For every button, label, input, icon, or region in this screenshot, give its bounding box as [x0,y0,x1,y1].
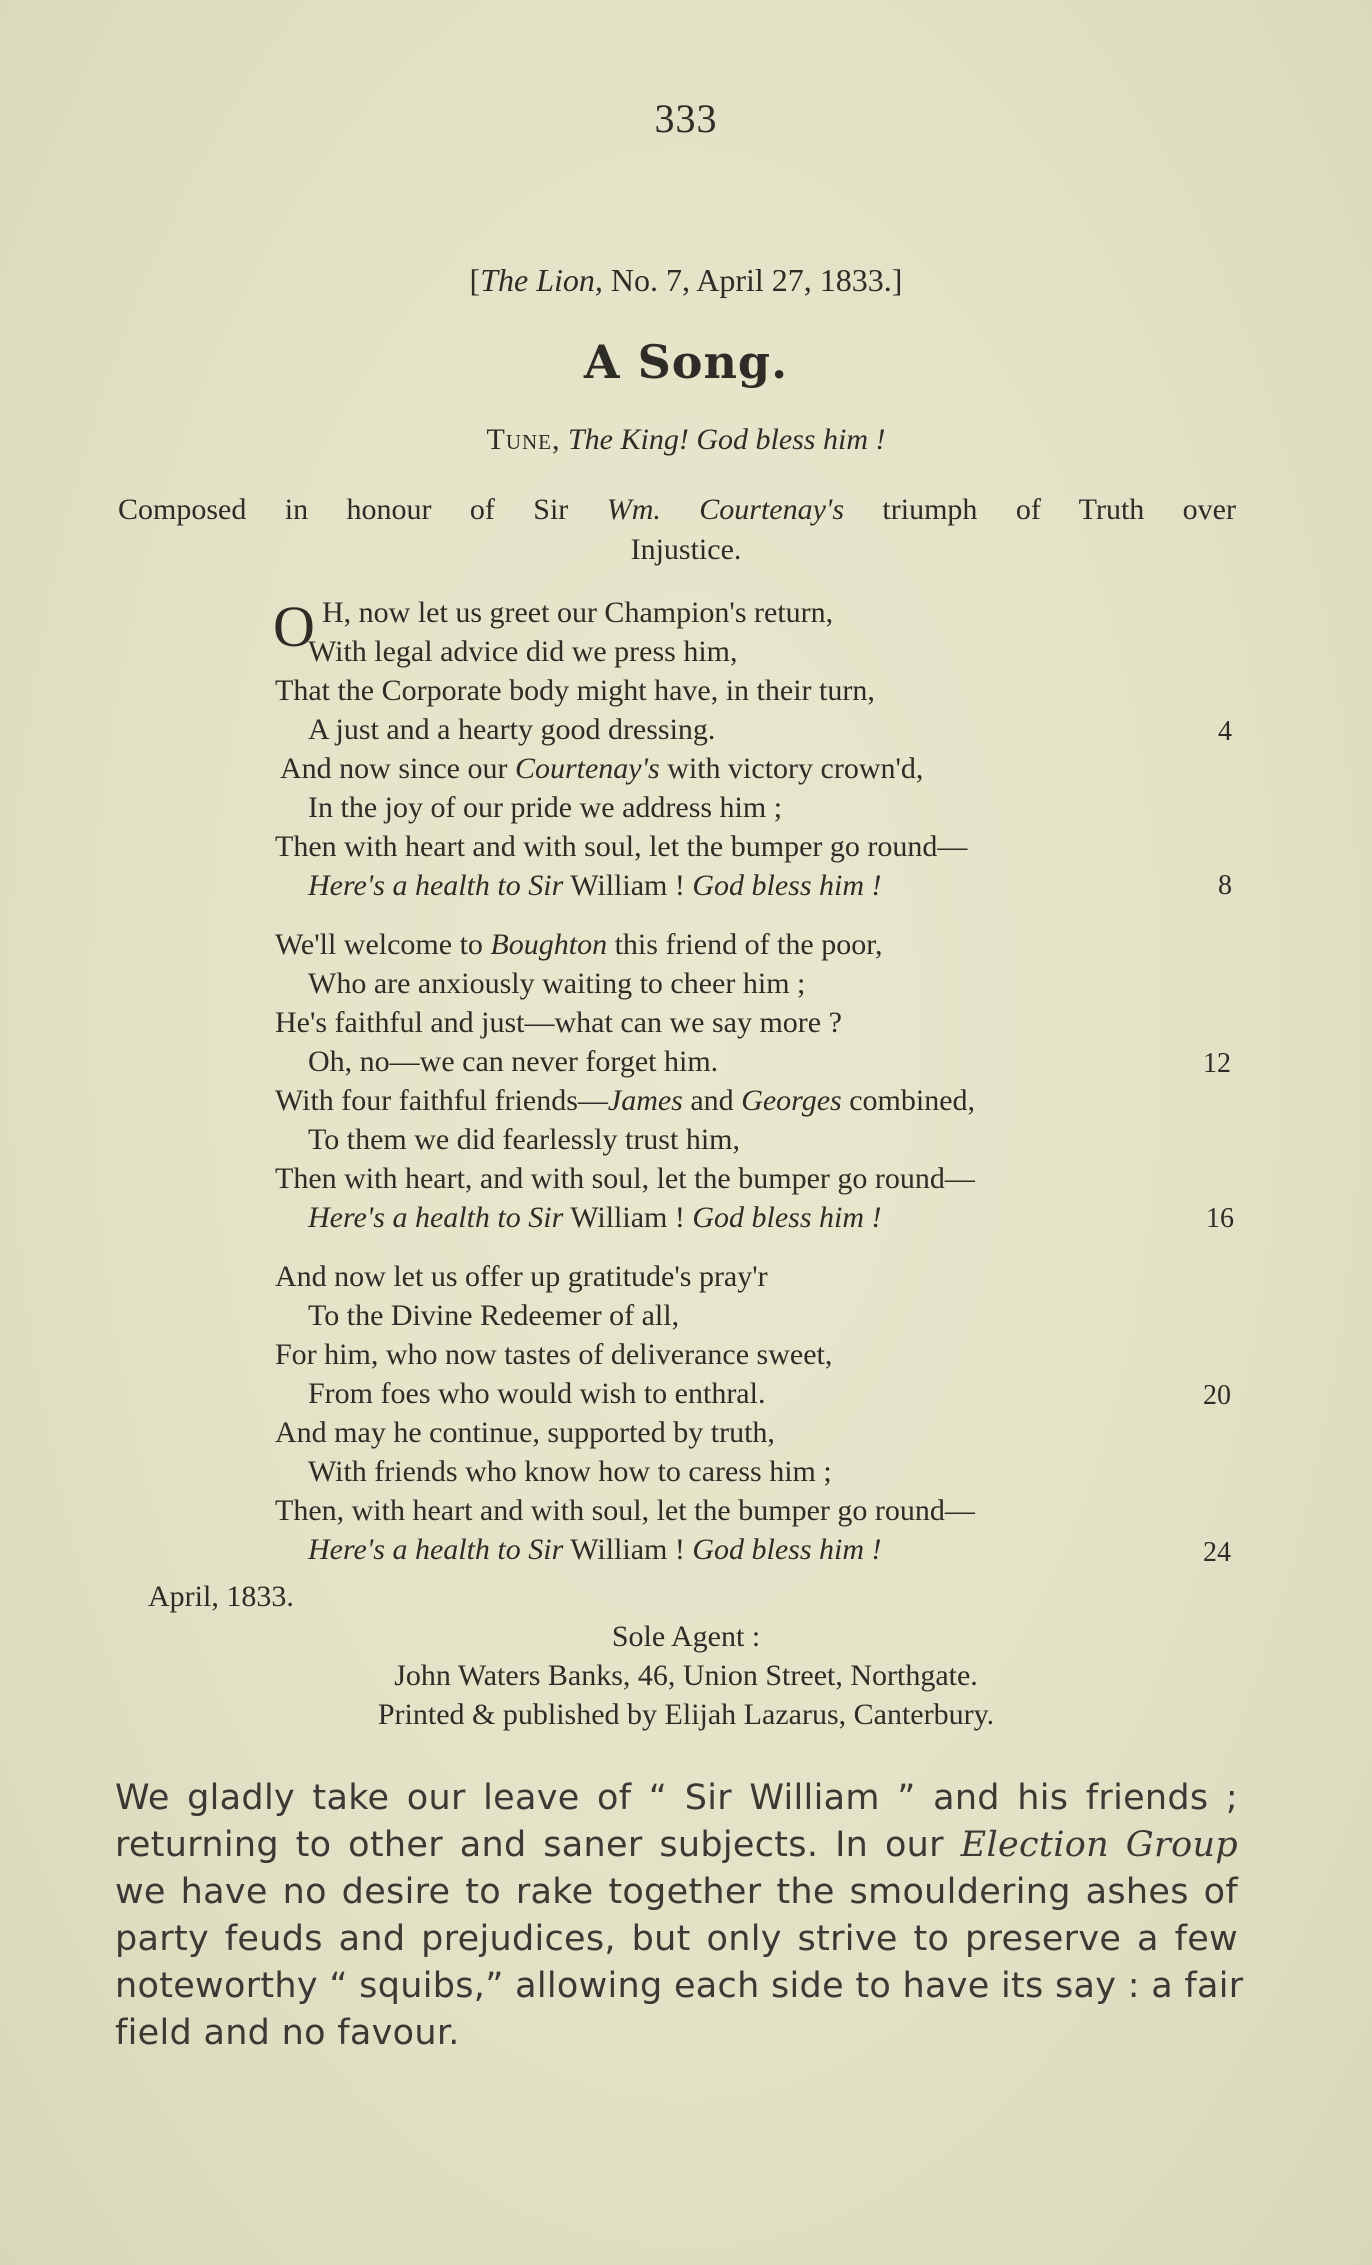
verse-line: With legal advice did we press him, [308,635,738,668]
verse-line: With friends who know how to caress him ; [308,1455,832,1488]
line-number: 4 [1218,716,1232,747]
verse-line: That the Corporate body might have, in their turn, [275,674,875,707]
composed-note-line-1: Composed in honour of Sir Wm. Courtenay's triumph of Truth over [118,493,1236,526]
tune-name: The King! God bless him ! [567,423,886,456]
source-citation: [The Lion, No. 7, April 27, 1833.] [469,262,903,298]
line-number: 16 [1206,1203,1234,1234]
song-title: A Song. [583,335,789,389]
page-number: 333 [654,96,718,141]
prose-line: we have no desire to rake together the smouldering ashes of [115,1872,1238,1912]
prose-line: noteworthy “ squibs,” allowing each side to have its say : a fair [115,1966,1244,2006]
prose-line: field and no favour. [115,2013,460,2053]
verse-line: A just and a hearty good dressing. [308,713,716,746]
verse-line: Then with heart, and with soul, let the bumper go round— [275,1162,975,1195]
agent-name: John Waters Banks, 46, Union Street, Northgate. [394,1659,978,1692]
refrain-line: Here's a health to Sir William ! God bless him ! [308,869,882,902]
printer-line: Printed & published by Elijah Lazarus, Canterbury. [377,1698,995,1731]
journal-name: The Lion, [480,262,603,298]
agent-label: Sole Agent : [611,1620,761,1653]
verse-line: He's faithful and just—what can we say more ? [275,1006,842,1039]
prose-line: We gladly take our leave of “ Sir William ” and his friends ; [115,1778,1238,1818]
verse-line: From foes who would wish to enthral. [308,1377,766,1410]
verse-line: Who are anxiously waiting to cheer him ; [308,967,806,1000]
verse-line: And may he continue, supported by truth, [275,1416,775,1449]
verse-line: We'll welcome to Boughton this friend of the poor, [275,928,883,961]
line-number: 8 [1218,870,1232,901]
prose-line: party feuds and prejudices, but only strive to preserve a few [115,1919,1238,1959]
verse-line: In the joy of our pride we address him ; [308,791,783,824]
verse-line: To them we did fearlessly trust him, [308,1123,740,1156]
prose-line: returning to other and saner subjects. In our Election Group [115,1825,1238,1865]
line-number: 24 [1203,1537,1231,1568]
line-number: 12 [1203,1048,1231,1079]
verse-line: To the Divine Redeemer of all, [308,1299,680,1332]
verse-line: H, now let us greet our Champion's return, [322,596,834,629]
line-number: 20 [1203,1380,1231,1411]
verse-line: With four faithful friends—James and Georges combined, [275,1084,976,1117]
drop-cap: O [273,594,315,659]
verse-line: Then, with heart and with soul, let the bumper go round— [275,1494,975,1527]
verse-line: Then with heart and with soul, let the bumper go round— [275,830,968,863]
refrain-line: Here's a health to Sir William ! God bless him ! [308,1533,882,1566]
verse-line: For him, who now tastes of deliverance sweet, [275,1338,833,1371]
verse-line: And now let us offer up gratitude's pray'r [275,1260,768,1293]
composed-note-line-2: Injustice. [630,533,742,566]
date-line: April, 1833. [148,1580,294,1613]
tune-line [0,423,1372,457]
verse-line: And now since our Courtenay's with victory crown'd, [280,752,924,785]
refrain-line: Here's a health to Sir William ! God bless him ! [308,1201,882,1234]
tune-label: Tune, [486,423,561,456]
verse-line: Oh, no—we can never forget him. [308,1045,719,1078]
